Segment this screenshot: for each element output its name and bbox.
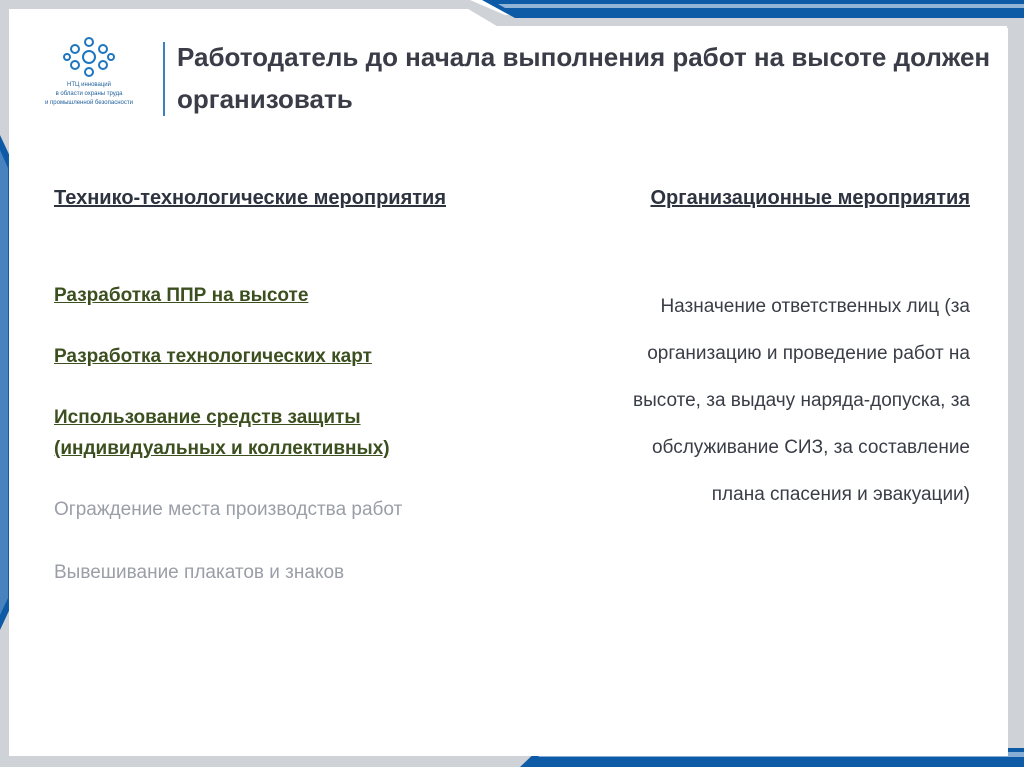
right-column-heading: Организационные мероприятия bbox=[650, 187, 970, 209]
page-title: Работодатель до начала выполнения работ на высоте должен организовать bbox=[177, 42, 991, 114]
organizational-measures-text: Назначение ответственных лиц (за организацию и проведение работ на высоте, за выдачу наряда-допуска, за обслуживание СИЗ, за составление плана спасения и эвакуации) bbox=[633, 296, 970, 505]
frame-top-blue bbox=[482, 0, 1024, 18]
logo-mark-icon bbox=[61, 34, 117, 80]
logo-line-2: в области охраны труда bbox=[55, 91, 123, 97]
organization-logo bbox=[30, 34, 148, 107]
title-divider bbox=[163, 42, 165, 116]
list-item-protection: Использование средств защиты (индивидуальных и коллективных) bbox=[54, 407, 390, 459]
frame-left-highlight bbox=[0, 150, 8, 615]
logo-line-1: НТЦ инноваций bbox=[66, 82, 111, 88]
logo-line-3: и промышленной безопасности bbox=[45, 100, 133, 106]
list-item-fencing: Ограждение места производства работ bbox=[54, 499, 403, 520]
frame-top-highlight bbox=[498, 4, 1024, 8]
left-column-heading: Технико-технологические мероприятия bbox=[54, 187, 447, 209]
list-item-tech-cards: Разработка технологических карт bbox=[54, 346, 372, 367]
list-item-posters: Вывешивание плакатов и знаков bbox=[54, 562, 345, 583]
list-item-ppr: Разработка ППР на высоте bbox=[54, 285, 309, 306]
